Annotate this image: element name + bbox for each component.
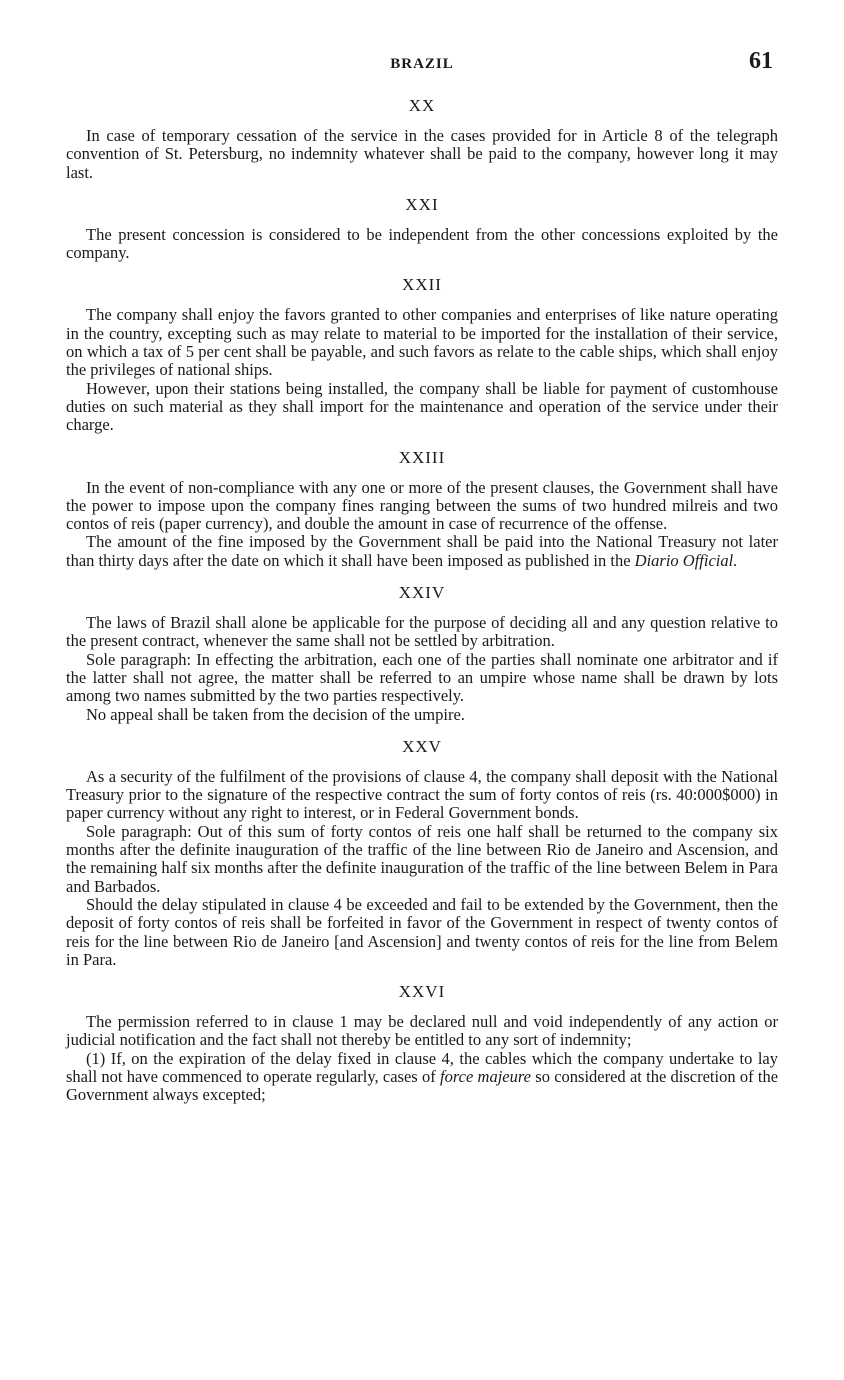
paragraph-with-italic [66, 1050, 778, 1105]
paragraph-with-italic [66, 533, 778, 570]
paragraph: The company shall enjoy the favors granted to other companies and enterprises of like nature operating in the country, excepting such as may relate to material to be imported for the installation of their service, on which a tax of 5 per cent shall be payable, and such favors as relate to the cable ships, which shall enjoy the privileges of national ships. [66, 305, 778, 380]
section-heading: XXIV [398, 583, 446, 603]
paragraph-text: so considered at the discretion of the Government always excepted; [66, 1066, 779, 1105]
paragraph: Sole paragraph: In effecting the arbitration, each one of the parties shall nominate one arbitrator and if the latter shall not agree, the matter shall be referred to an umpire whose name shall be drawn by lots among two names submitted by the two parties respectively. [66, 649, 778, 706]
document-body [66, 96, 778, 1118]
page-number: 61 [749, 48, 773, 74]
paragraph: Should the delay stipulated in clause 4 be exceeded and fail to be extended by the Government, then the deposit of forty contos of reis shall be forfeited in favor of the Government in respect of twenty contos of reis for the line between Rio de Janeiro [and Ascension] and twenty contos of reis for the line from Belem in Para. [66, 894, 778, 969]
running-title: BRAZIL [390, 56, 454, 72]
page-header [0, 48, 844, 78]
paragraph: The permission referred to in clause 1 may be declared null and void independently of any action or judicial notification and the fact shall not thereby be entitled to any sort of indemnity; [66, 1012, 778, 1050]
section-heading: XX [408, 96, 436, 115]
paragraph: Sole paragraph: Out of this sum of forty contos of reis one half shall be returned to the company six months after the definite inauguration of the traffic of the line between Rio de Janeiro and Ascension, and the remaining half six months after the definite inauguration of the traffic of the line between Belem in Para and Barbados. [66, 821, 778, 896]
paragraph: The laws of Brazil shall alone be applicable for the purpose of deciding all and any question relative to the present contract, whenever the same shall not be settled by arbitration. [66, 613, 778, 651]
section-heading: XXIII [398, 447, 446, 467]
paragraph: In case of temporary cessation of the service in the cases provided for in Article 8 of the telegraph convention of St. Petersburg, no indemnity whatever shall be paid to the company, however long it may last. [66, 126, 778, 182]
italic-term: force majeure [440, 1066, 532, 1086]
section-xxiii [66, 448, 778, 570]
paragraph: However, upon their stations being installed, the company shall be liable for payment of customhouse duties on such material as they shall import for the maintenance and operation of the service under their charge. [66, 378, 778, 435]
section-heading: XXI [405, 194, 439, 214]
section-xx [66, 96, 778, 182]
section-xxii [66, 275, 778, 434]
paragraph-text: The amount of the fine imposed by the Government shall be paid into the National Treasury not later than thirty days after the date on which it shall have been imposed as published in the [66, 532, 778, 570]
section-xxi [66, 195, 778, 263]
section-heading: XXII [402, 275, 442, 295]
paragraph: No appeal shall be taken from the decision of the umpire. [86, 704, 465, 724]
paragraph-text: (1) If, on the expiration of the delay fixed in clause 4, the cables which the company undertake to lay shall not have commenced to operate regularly, cases of [66, 1048, 778, 1086]
section-xxiv [66, 583, 778, 724]
paragraph: As a security of the fulfilment of the provisions of clause 4, the company shall deposit with the National Treasury prior to the signature of the respective contract the sum of forty contos of reis (rs. 40:000$000) in paper currency without any right to interest, or in Federal Government bonds. [66, 766, 778, 823]
section-xxv [66, 737, 778, 969]
section-xxvi [66, 982, 778, 1104]
section-heading: XXVI [398, 982, 446, 1002]
paragraph: In the event of non-compliance with any one or more of the present clauses, the Government shall have the power to impose upon the company fines ranging between the sums of two hundred milreis and two contos of reis (paper currency), and double the amount in case of recurrence of the offense. [66, 477, 778, 534]
section-heading: XXV [402, 736, 442, 756]
paragraph: The present concession is considered to be independent from the other concessions exploited by the company. [66, 224, 778, 263]
italic-publication-name: Diario Official. [634, 550, 738, 570]
